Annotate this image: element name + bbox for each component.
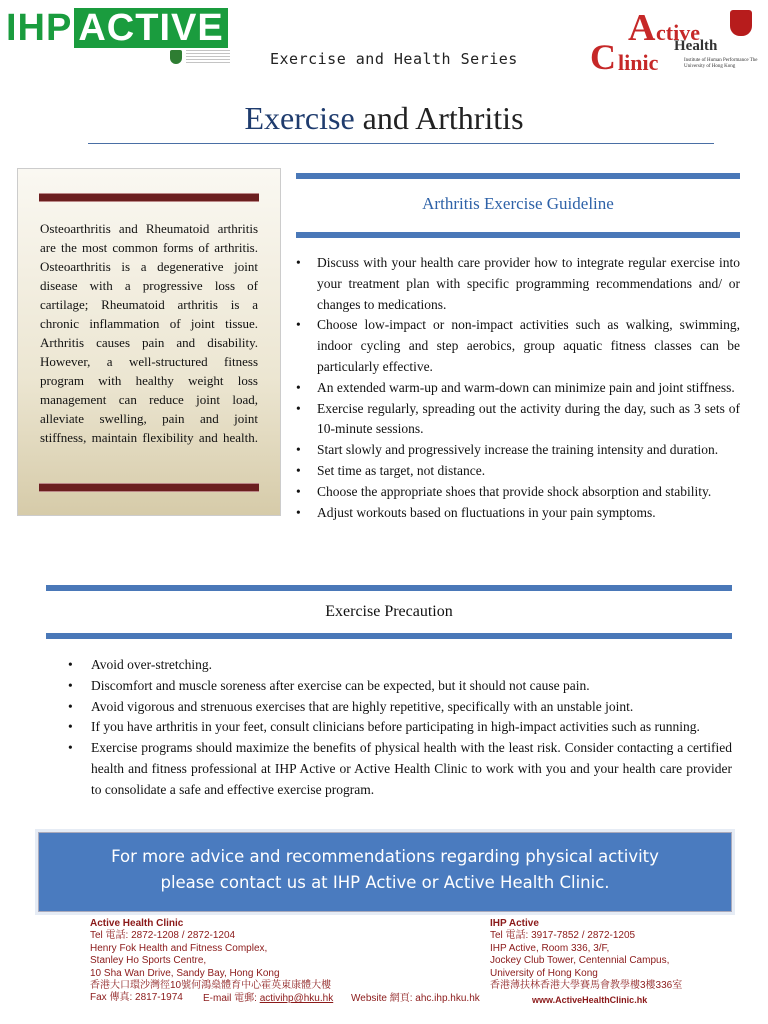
guideline-bottom-bar <box>296 232 740 238</box>
logo-institute-text: Institute of Human Performance The University of Hong Kong <box>684 58 758 69</box>
intro-bottom-rule <box>39 483 259 492</box>
intro-panel <box>17 168 281 516</box>
precaution-bottom-bar <box>46 633 732 639</box>
list-item: • Exercise programs should maximize the benefits of physical health with the least risk. Consider contacting a certified health and fitness professional at IHP Active or Active Health Clinic to work with you and your health care provider to consolidate a safe and effective exercise program. <box>68 738 732 800</box>
logo-active-text: ACTIVE <box>74 8 227 48</box>
active-health-clinic-logo <box>590 6 765 76</box>
footer-right-addr1: IHP Active, Room 336, 3/F, <box>490 942 610 954</box>
fax-label: Fax 傳真: <box>90 992 133 1004</box>
tel-label: Tel 電話: <box>490 930 529 942</box>
tel-label: Tel 電話: <box>90 930 129 942</box>
list-item: • Avoid vigorous and strenuous exercises that are highly repetitive, specifically with an unstable joint. <box>68 697 732 718</box>
guideline-title: Arthritis Exercise Guideline <box>422 194 614 213</box>
website-link[interactable]: ahc.ihp.hku.hk <box>415 993 480 1004</box>
intro-top-rule <box>39 193 259 202</box>
tel-value: 2872-1208 / 2872-1204 <box>131 930 236 942</box>
footer-right-tel <box>490 930 720 942</box>
logo-linic: linic <box>618 50 659 75</box>
list-item: • Discuss with your health care provider how to integrate regular exercise into your treatment plan with specific programming recommendations and/ or changes to medications. <box>296 253 740 315</box>
title-divider <box>88 143 714 144</box>
footer-right-addr3: University of Hong Kong <box>490 967 598 979</box>
footer-left-title: Active Health Clinic <box>90 918 184 929</box>
footer-right-addr-zh: 香港薄扶林香港大學賽馬會教學樓3樓336室 <box>490 980 683 992</box>
title-part-1: Exercise <box>244 100 355 136</box>
email-link[interactable]: activihp@hku.hk <box>259 993 334 1004</box>
list-item: • If you have arthritis in your feet, consult clinicians before participating in high-impact activities such as running. <box>68 717 732 738</box>
guideline-list <box>296 253 740 523</box>
university-crest-icon <box>170 50 182 64</box>
intro-text: Osteoarthritis and Rheumatoid arthritis are the most common forms of arthritis. Osteoarthritis is a degenerative joint disease with a progressive loss of cartilage; Rheumatoid arthritis is a chronic inflammation of joint tissue. Arthritis causes pain and disability. However, a well-structured fitness program with healthy weight loss management can reduce joint load, alleviate swelling, pain and joint stiffness, maintain flexibility and health. <box>40 221 258 445</box>
footer-left-addr1: Henry Fok Health and Fitness Complex, <box>90 942 268 954</box>
logo-ihp-text: IHP <box>6 7 73 49</box>
institute-wordmark-icon <box>186 50 230 64</box>
logo-letter-a: A <box>628 7 656 49</box>
footer-left-addr-zh: 香港大口環沙灣徑10號何鴻燊體育中心霍英東康體大樓 <box>90 980 332 992</box>
precaution-top-bar <box>46 585 732 591</box>
hku-institute-mark <box>170 50 246 64</box>
footer-left-addr2: Stanley Ho Sports Centre, <box>90 955 207 967</box>
list-item: • Avoid over-stretching. <box>68 655 732 676</box>
page-title <box>0 100 768 137</box>
footer-left-addr3: 10 Sha Wan Drive, Sandy Bay, Hong Kong <box>90 967 280 979</box>
contact-banner <box>38 832 732 912</box>
footer-active-health-clinic <box>90 918 400 1005</box>
logo-health: Health <box>674 38 718 54</box>
email-label: E-mail 電郵: <box>203 993 257 1004</box>
list-item: • Exercise regularly, spreading out the activity during the day, such as 3 sets of 10-minute sessions. <box>296 399 740 441</box>
footer-right-addr2: Jockey Club Tower, Centennial Campus, <box>490 955 670 967</box>
logo-letter-c: C <box>590 37 616 77</box>
list-item: • Discomfort and muscle soreness after exercise can be expected, but it should not cause pain. <box>68 676 732 697</box>
website-label: Website 網頁: <box>351 993 413 1004</box>
list-item: • Choose low-impact or non-impact activities such as walking, swimming, indoor cycling and step aerobics, group aquatic fitness classes can be particularly effective. <box>296 315 740 377</box>
banner-line-2: please contact us at IHP Active or Active Health Clinic. <box>160 873 610 892</box>
footer-right-title: IHP Active <box>490 918 539 929</box>
list-item: • Set time as target, not distance. <box>296 461 740 482</box>
footer-email <box>203 993 333 1005</box>
series-title: Exercise and Health Series <box>270 50 518 68</box>
list-item: • Adjust workouts based on fluctuations in your pain symptoms. <box>296 503 740 524</box>
list-item: • Start slowly and progressively increase the training intensity and duration. <box>296 440 740 461</box>
guideline-top-bar <box>296 173 740 179</box>
footer-website <box>351 993 480 1005</box>
precaution-list <box>68 655 732 801</box>
footer-ihp-active <box>490 918 720 992</box>
banner-line-1: For more advice and recommendations regarding physical activity <box>111 847 659 866</box>
footer-www-link[interactable]: www.ActiveHealthClinic.hk <box>532 995 648 1005</box>
list-item: • An extended warm-up and warm-down can minimize pain and joint stiffness. <box>296 378 740 399</box>
title-part-2: and Arthritis <box>362 100 524 136</box>
precaution-title: Exercise Precaution <box>325 603 453 620</box>
tel-value: 3917-7852 / 2872-1205 <box>531 930 636 942</box>
footer-left-tel <box>90 930 400 942</box>
hku-shield-icon <box>730 10 752 36</box>
logo-ctive: ctive <box>656 20 700 45</box>
fax-value: 2817-1974 <box>135 992 183 1004</box>
ihp-active-logo <box>6 8 246 64</box>
list-item: • Choose the appropriate shoes that provide shock absorption and stability. <box>296 482 740 503</box>
